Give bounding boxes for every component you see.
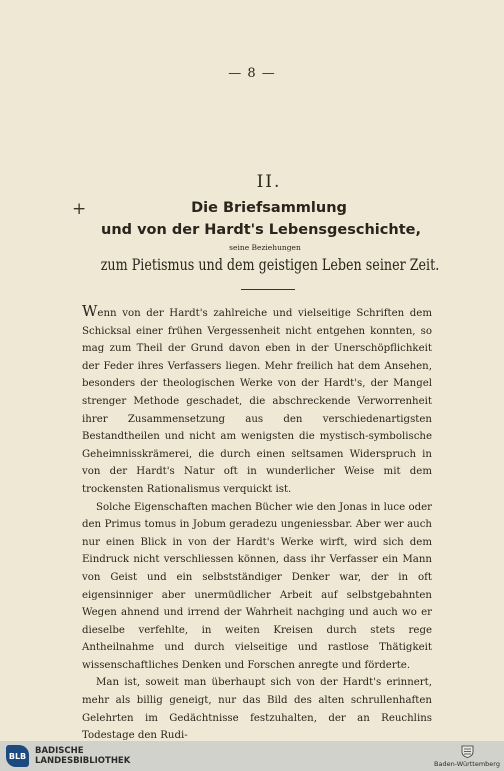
dropcap: W <box>82 302 98 320</box>
title-divider <box>241 289 295 290</box>
margin-mark: + <box>72 199 87 219</box>
library-name <box>35 746 130 766</box>
chapter-title-line-2: und von der Hardt's Lebensgeschichte, <box>101 222 421 238</box>
chapter-title-line-3: zum Pietismus und dem geistigen Leben seiner Zeit. <box>100 256 440 274</box>
body-text <box>82 302 432 745</box>
paragraph-2: Solche Eigenschaften machen Bücher wie den Jonas in luce oder den Primus tomus in Jobum geradezu ungeniessbar. Aber wer auch nur einen Blick in von der Hardt's Werke wirft, wird sich dem Eindruck nicht verschliessen können, dass ihr Verfasser ein Mann von Geist und ein selbstständiger Denker war, der in oft eigensinniger aber unermüdlicher Arbeit auf selbstgebahnten Wegen ahnend und irrend der Wahrheit nachging und auch wo er dieselbe verfehlte, in weiten Kreisen durch stets rege Antheilnahme und durch vielseitige und rastlose Thätigkeit wissenschaftliches Denken und Forschen anregte und förderte. <box>82 501 432 671</box>
footer-bar <box>0 741 504 771</box>
library-name-line-1: BADISCHE <box>35 746 84 756</box>
page-number: — 8 — <box>228 66 276 81</box>
blb-logo[interactable]: BLB <box>6 745 29 767</box>
paragraph-1-text: enn von der Hardt's zahlreiche und vielseitige Schriften dem Schicksal einer frühen Vergessenheit nicht entgehen konnten, so mag zum Theil der Grund davon eben in der Unerschöpflichkeit der Feder ihres Verfassers liegen. Mehr freilich hat dem Ansehen, besonders der theologischen Werke von der Hardt's, der Mangel strenger Methode geschadet, die abschreckende Verworrenheit ihrer Zusammensetzung aus den verschiedenartigsten Bestandtheilen und nicht am wenigsten die mystisch-symbolische Geheimnisskrämerei, die durch einen seltsamen Widerspruch in von der Hardt's Natur oft in wunderlicher Weise mit dem trockensten Rationalismus verquickt ist. <box>82 308 432 495</box>
paragraph-1 <box>82 302 432 499</box>
paragraph-3: Man ist, soweit man überhaupt sich von der Hardt's erinnert, mehr als billig geneigt, nur das Bild des alten schrullenhaften Gelehrten im Gedächtnisse festzuhalten, der an Reuchlins Todestage den Rudi- <box>82 677 432 742</box>
state-name: Baden-Württemberg <box>434 760 500 768</box>
chapter-title-line-1: Die Briefsammlung <box>191 200 347 216</box>
coat-of-arms-icon <box>461 745 474 758</box>
chapter-subtitle-small: seine Beziehungen <box>229 243 301 252</box>
library-name-line-2: LANDESBIBLIOTHEK <box>35 756 131 766</box>
chapter-numeral: II. <box>256 172 282 192</box>
